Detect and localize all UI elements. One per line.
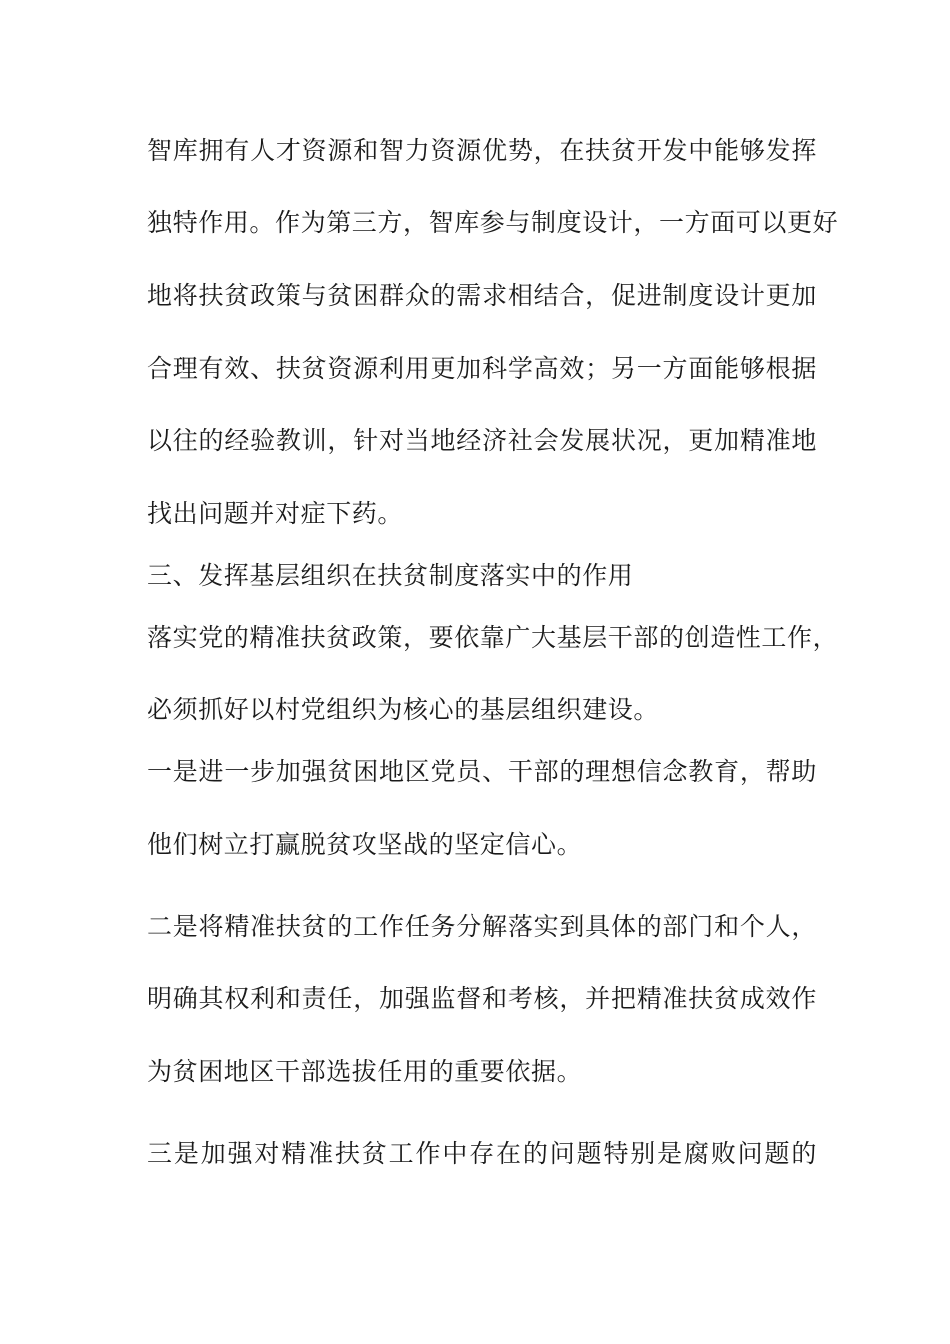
paragraph-1-line-1: 智库拥有人才资源和智力资源优势，在扶贫开发中能够发挥 (147, 136, 817, 165)
paragraph-5-line-1: 二是将精准扶贫的工作任务分解落实到具体的部门和个人， (147, 912, 817, 941)
paragraph-5-line-3: 为贫困地区干部选拔任用的重要依据。 (147, 1057, 583, 1086)
paragraph-1-line-4: 合理有效、扶贫资源利用更加科学高效；另一方面能够根据 (147, 354, 817, 383)
section-heading: 三、发挥基层组织在扶贫制度落实中的作用 (147, 561, 634, 590)
paragraph-1-line-5: 以往的经验教训，针对当地经济社会发展状况，更加精准地 (147, 426, 817, 455)
paragraph-3-line-2: 必须抓好以村党组织为核心的基层组织建设。 (147, 695, 660, 724)
paragraph-4-line-1: 一是进一步加强贫困地区党员、干部的理想信念教育，帮助 (147, 757, 817, 786)
paragraph-4-line-2: 他们树立打赢脱贫攻坚战的坚定信心。 (147, 830, 583, 859)
paragraph-1-line-2: 独特作用。作为第三方，智库参与制度设计，一方面可以更好 (147, 208, 839, 237)
paragraph-3-line-1: 落实党的精准扶贫政策，要依靠广大基层干部的创造性工作， (147, 623, 839, 652)
paragraph-5-line-2: 明确其权利和责任，加强监督和考核，并把精准扶贫成效作 (147, 984, 817, 1013)
paragraph-1-line-3: 地将扶贫政策与贫困群众的需求相结合，促进制度设计更加 (147, 281, 817, 310)
paragraph-1-line-6: 找出问题并对症下药。 (147, 499, 404, 528)
paragraph-6-line-1: 三是加强对精准扶贫工作中存在的问题特别是腐败问题的 (147, 1139, 817, 1168)
